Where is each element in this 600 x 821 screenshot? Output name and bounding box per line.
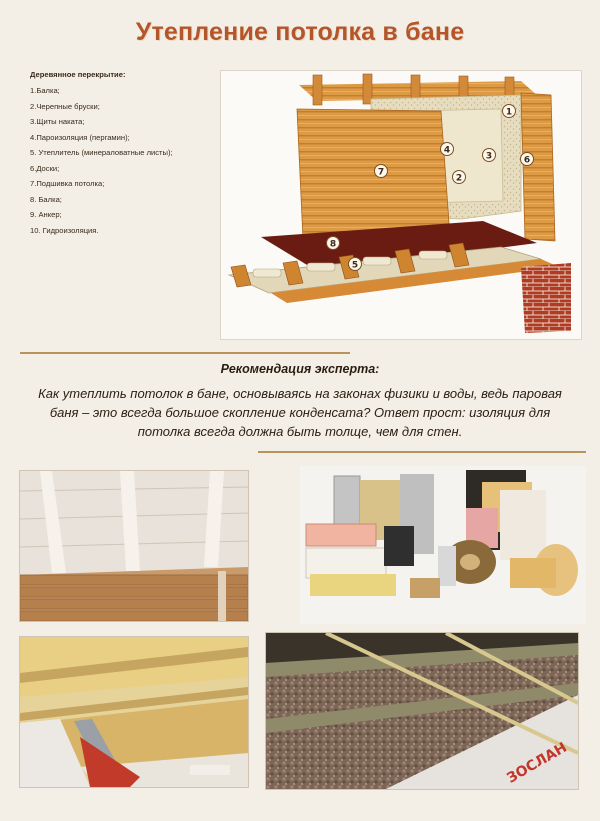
diagram-marker: 8: [329, 239, 337, 250]
diagram-illustration: [221, 71, 581, 339]
diagram-legend: [30, 70, 220, 241]
recommendation-title: Рекомендация эксперта:: [220, 362, 380, 376]
page-title: Утепление потолка в бане: [135, 18, 465, 46]
legend-item: 4.Пароизоляция (пергамин);: [30, 132, 130, 142]
photo-insulation-materials-image: [300, 466, 586, 624]
legend-heading: Деревянное перекрытие:: [30, 70, 126, 79]
legend-item: 10. Гидроизоляция.: [30, 225, 99, 235]
ceiling-cutaway-diagram: [220, 70, 582, 340]
diagram-marker: 5: [351, 260, 359, 271]
divider-top: [20, 352, 350, 354]
legend-item: 2.Черепные бруски;: [30, 101, 100, 111]
photo-expanded-clay-backfill: [265, 632, 579, 790]
diagram-marker: 2: [455, 173, 463, 184]
legend-item: 7.Подшивка потолка;: [30, 179, 105, 189]
legend-item: 9. Анкер;: [30, 210, 62, 220]
diagram-marker: 4: [443, 145, 451, 156]
diagram-marker: 3: [485, 151, 493, 162]
photo-insulation-materials: [300, 466, 586, 624]
legend-item: 8. Балка;: [30, 194, 62, 204]
photo-expanded-clay-image: [266, 633, 578, 789]
photo-foil-ceiling: [19, 470, 249, 622]
legend-list: [30, 86, 220, 236]
photo-brand-label: ЗОСЛАН: [504, 739, 570, 787]
photo-foil-ceiling-image: [20, 471, 248, 621]
photo-mineral-wool-installation: [19, 636, 249, 788]
diagram-marker: 6: [523, 155, 531, 166]
legend-item: 6.Доски;: [30, 163, 60, 173]
recommendation-text: Как утеплить потолок в бане, основываясь на законах физики и воды, ведь паровая баня – это всегда большое скопление конденсата? Ответ прост: изоляция для потолка всегда должна быть толще, чем для стен.: [38, 386, 562, 440]
diagram-marker: 1: [505, 107, 513, 118]
diagram-marker: 7: [377, 167, 385, 178]
divider-bottom: [258, 451, 586, 453]
legend-item: 5. Утеплитель (минераловатные листы);: [30, 148, 173, 158]
legend-item: 1.Балка;: [30, 86, 60, 96]
photo-mineral-wool-image: [20, 637, 248, 787]
legend-item: 3.Щиты наката;: [30, 117, 85, 127]
